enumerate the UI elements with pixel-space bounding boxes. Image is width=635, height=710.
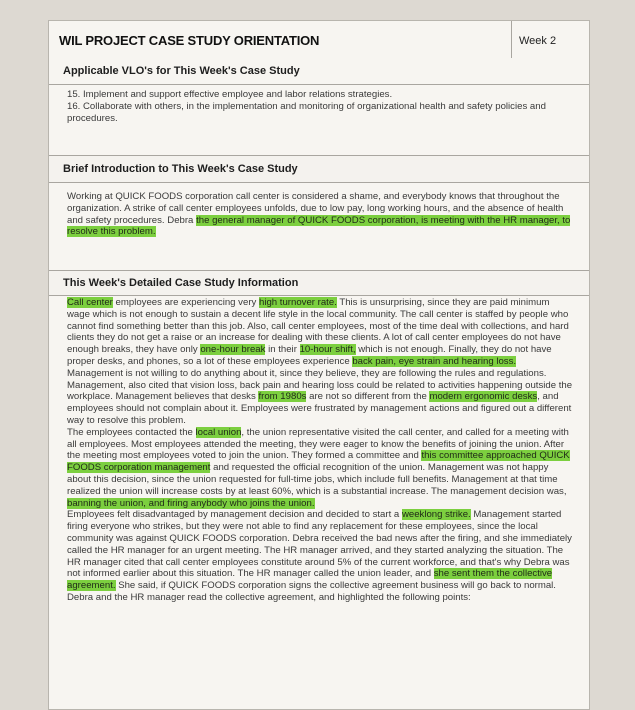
intro-highlight: the general manager of QUICK FOODS corporation, is meeting with the HR manager, to resolve this problem. (67, 214, 571, 238)
detail-paragraph (67, 427, 575, 510)
highlighted-text: Call center (67, 297, 113, 308)
body-text: Management is not willing to do anything about it, since they believe, they are following the rules and regulations. Management, also cited that vision loss, back pain and hearing loss could be related to activities happening outside the workplace. Management believes that desks (67, 367, 573, 403)
body-text: This is unsurprising, since they are paid minimum wage which is not enough to sustain a decent life style in the local community. The call center is staffed by people who cannot find something better than this job. Also, call center employees, most of the time deal with collections, and hard clients they do not get a raise or an increase for dealing with these clients. A lot of call center employees do not have enough breaks, they have only (67, 297, 569, 356)
highlighted-text: 10-hour shift, (299, 344, 356, 356)
detailed-heading-row (49, 270, 589, 296)
intro-heading: Brief Introduction to This Week's Case Study (63, 163, 298, 175)
highlighted-text: this committee approached QUICK FOODS corporation management (67, 450, 570, 474)
body-text: Debra and the HR manager read the collective agreement, and highlighted the following points: (67, 591, 471, 603)
highlighted-text: local union (195, 426, 242, 438)
body-text: in their (265, 344, 300, 356)
detailed-body (67, 297, 575, 604)
intro-paragraph (67, 191, 575, 238)
vlo-item: 16. Collaborate with others, in the implementation and monitoring of organizational health and safety policies and procedures. (67, 100, 546, 124)
highlighted-text: one-hour break (200, 344, 266, 356)
detail-paragraph (67, 297, 575, 368)
case-study-sheet (48, 20, 590, 710)
highlighted-text: banning the union, and firing anybody who joins the union. (67, 497, 315, 509)
intro-text: Working at QUICK FOODS corporation call center is considered a shame, and everybody knows that throughout the organization. A strike of call center employees unfolds, due to low pay, long working hours, and the absence of health and safety procedures. Debra (67, 191, 564, 226)
body-text: The employees contacted the (67, 426, 196, 438)
highlighted-text: high turnover rate. (258, 297, 337, 308)
body-text: are not so different from the (306, 391, 430, 403)
header-divider (511, 21, 512, 59)
detail-paragraph (67, 368, 575, 427)
body-text: and requested the official recognition of the union. Management was not happy about this decision, since the union requested for full-time jobs, which include full benefits. Management at that time realized the union will increase costs by at least 60%, which is a substantial increase. The management decision was, (67, 462, 567, 497)
body-text: which is not enough. Finally, they do not have proper desks, and phones, so a lot of these employees experience (67, 344, 552, 367)
highlighted-text: weeklong strike. (401, 509, 471, 521)
page-title: WIL PROJECT CASE STUDY ORIENTATION (59, 33, 320, 48)
highlighted-text: she sent them the collective agreement. (67, 568, 553, 592)
detail-paragraph (67, 509, 575, 592)
highlighted-text: modern ergonomic desks (429, 391, 538, 403)
highlighted-text: from 1980s (258, 391, 307, 403)
body-text: employees are experiencing very (112, 297, 259, 308)
week-label: Week 2 (519, 35, 557, 47)
vlo-heading: Applicable VLO's for This Week's Case Study (63, 65, 300, 77)
body-text: Management started firing everyone who strikes, but they were not able to find any replacement for these employees, since the local community was against QUICK FOODS corporation. Debra received the bad news after the firing, and she immediately called the HR manager for an urgent meeting. The HR manager arrived, and they started analyzing the situation. The HR manager cited that call center employees constitute around 5% of the current workforce, and that's why Debra was not informed earlier about this situation. The HR manager called the union leader, and (67, 509, 572, 580)
body-text: She said, if QUICK FOODS corporation signs the collective agreement business will go back to normal. (115, 580, 556, 592)
vlo-item: 15. Implement and support effective employee and labor relations strategies. (67, 89, 393, 100)
body-text: Employees felt disadvantaged by management decision and decided to start a (67, 509, 402, 521)
body-text: , and employees should not complain about it. Employees were frustrated by management actions and figured out a different way to resolve this problem. (67, 391, 572, 426)
header-row (49, 21, 589, 60)
detailed-heading: This Week's Detailed Case Study Information (63, 277, 299, 289)
vlo-heading-row (49, 58, 589, 85)
intro-heading-row (49, 155, 589, 183)
body-text: , the union representative visited the call center, and called for a meeting with all employees. Most employees attended the meeting, they were eager to know the benefits of joining the union. After the meeting most employees voted to join the union. They formed a committee and (67, 426, 569, 462)
vlo-list (67, 89, 575, 124)
detail-paragraph (67, 592, 575, 604)
highlighted-text: back pain, eye strain and hearing loss. (352, 355, 517, 367)
